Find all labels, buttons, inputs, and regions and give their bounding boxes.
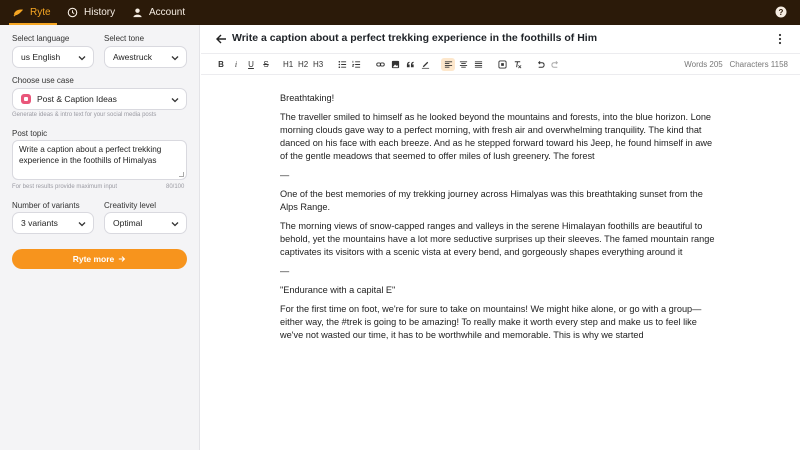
chevron-down-icon	[171, 54, 179, 62]
variants-value: 3 variants	[21, 218, 58, 228]
embed-icon	[498, 60, 507, 69]
variants-select[interactable]	[12, 212, 94, 234]
topic-hint: For best results provide maximum input	[12, 184, 118, 190]
tab-history[interactable]	[67, 0, 115, 25]
tab-account[interactable]	[132, 0, 185, 25]
link-button[interactable]	[375, 58, 385, 71]
resize-handle-icon[interactable]	[179, 172, 184, 177]
help-icon[interactable]	[775, 6, 787, 18]
bold-button[interactable]: B	[218, 60, 224, 69]
chevron-down-icon	[78, 54, 86, 62]
ryte-logo-icon	[13, 7, 24, 18]
topic-label: Post topic	[12, 129, 48, 138]
creativity-select[interactable]	[104, 212, 187, 234]
underline-button[interactable]: U	[248, 60, 254, 69]
language-value: us English	[21, 52, 61, 62]
usecase-select[interactable]	[12, 88, 187, 110]
separator: —	[280, 266, 290, 276]
align-justify-icon	[474, 60, 483, 69]
language-select[interactable]	[12, 46, 94, 68]
word-count: Words 205	[684, 60, 723, 69]
paragraph: The traveller smiled to himself as he looked beyond the mountains and forests, into the blue horizon. Lone morning clouds gave way to a perfect morning, with fresh air and overwhelming tranquility. The kind that danced on his face with each breeze. And as he stepped forward toward his Jeep, he found himself in awe of the gentle meadows that seemed to offer miles of lush greenery. The forest	[280, 112, 713, 161]
clear-format-button[interactable]	[512, 58, 522, 71]
align-justify-button[interactable]	[473, 58, 483, 71]
language-label: Select language	[12, 34, 70, 43]
paragraph: "Endurance with a capital E"	[280, 285, 396, 295]
user-icon	[132, 7, 143, 18]
quote-icon	[406, 60, 415, 69]
align-center-icon	[459, 60, 468, 69]
embed-button[interactable]	[497, 58, 507, 71]
more-options-icon[interactable]	[778, 33, 782, 45]
bullet-list-button[interactable]	[337, 58, 347, 71]
social-post-icon	[21, 94, 31, 104]
paragraph: Breathtaking!	[280, 93, 335, 103]
svg-text:?: ?	[778, 7, 784, 17]
tab-account-label: Account	[149, 7, 186, 18]
redo-icon	[551, 60, 560, 69]
sidebar	[0, 25, 200, 450]
heading3-button[interactable]: H3	[313, 60, 324, 69]
variants-label: Number of variants	[12, 201, 80, 210]
topic-char-count: 80/100	[166, 184, 185, 190]
align-center-button[interactable]	[458, 58, 468, 71]
redo-button[interactable]	[550, 58, 560, 71]
topic-value: Write a caption about a perfect trekking experience in the foothills of Himalyas	[19, 145, 162, 165]
numbered-list-icon	[352, 60, 361, 69]
tone-select[interactable]	[104, 46, 187, 68]
top-navigation-bar	[0, 0, 800, 25]
usecase-hint: Generate ideas & intro text for your social media posts	[12, 112, 157, 118]
paragraph: For the first time on foot, we're for sure to take on mountains! We might hike alone, or go with a group—either way, the #trek is going to be amazing! To really make it worth every step and make us to feel like we've not wasted our time, it has to be worthwhile and memorable. This is why we started	[280, 304, 702, 340]
heading1-button[interactable]: H1	[283, 60, 294, 69]
character-count: Characters 1158	[729, 60, 788, 69]
align-left-icon	[444, 60, 453, 69]
highlight-button[interactable]	[420, 58, 430, 71]
separator: —	[280, 170, 290, 180]
tab-ryte[interactable]	[13, 0, 51, 25]
document-title[interactable]: Write a caption about a perfect trekking experience in the foothills of Him	[232, 32, 598, 44]
tab-history-label: History	[84, 7, 116, 18]
document-stats	[684, 60, 788, 69]
creativity-value: Optimal	[113, 218, 143, 228]
pen-icon	[421, 60, 430, 69]
tone-value: Awestruck	[113, 52, 153, 62]
paragraph: One of the best memories of my trekking journey across Himalyas was this breathtaking sunset from the Alps Range.	[280, 189, 703, 212]
creativity-label: Creativity level	[104, 201, 157, 210]
undo-icon	[536, 60, 545, 69]
history-icon	[67, 7, 78, 18]
formatting-toolbar	[201, 53, 800, 75]
chevron-down-icon	[78, 220, 86, 228]
numbered-list-button[interactable]	[351, 58, 361, 71]
chevron-down-icon	[171, 96, 179, 104]
italic-button[interactable]: i	[234, 60, 238, 69]
ryte-more-label: Ryte more	[72, 254, 115, 264]
ryte-more-button[interactable]	[12, 249, 187, 269]
clear-format-icon	[513, 60, 522, 69]
image-icon	[391, 60, 400, 69]
image-button[interactable]	[390, 58, 400, 71]
arrow-right-icon	[118, 255, 126, 263]
paragraph: The morning views of snow-capped ranges and valleys in the serene Himalayan foothills are beautiful to behold, yet the mountains have a lot more seductive surprises up their sleeves. The famed mountain range captivates its visitors with a scenic vista at every bend, and gorgeously shapes everything around it	[280, 221, 715, 257]
usecase-label: Choose use case	[12, 76, 74, 85]
strikethrough-button[interactable]: S	[263, 60, 269, 69]
link-icon	[376, 60, 385, 69]
align-left-button[interactable]	[441, 58, 455, 71]
quote-button[interactable]	[405, 58, 415, 71]
tab-ryte-label: Ryte	[30, 7, 51, 18]
back-arrow-icon[interactable]	[215, 33, 227, 45]
editor-content[interactable]	[280, 92, 720, 348]
tone-label: Select tone	[104, 34, 145, 43]
heading2-button[interactable]: H2	[298, 60, 309, 69]
undo-button[interactable]	[535, 58, 545, 71]
topic-textarea[interactable]	[12, 140, 187, 180]
usecase-value: Post & Caption Ideas	[37, 94, 117, 104]
chevron-down-icon	[171, 220, 179, 228]
editor-header	[201, 25, 800, 53]
bullet-list-icon	[338, 60, 347, 69]
